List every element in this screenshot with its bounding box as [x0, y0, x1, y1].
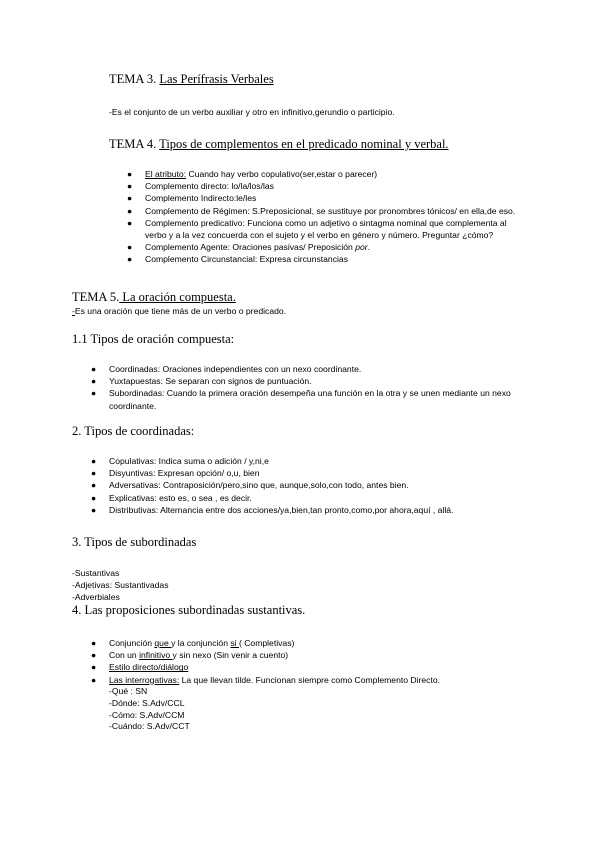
line-item: -Adverbiales [72, 592, 120, 603]
bullet-icon: ● [91, 662, 97, 673]
item-text: y sin nexo (Sin venir a cuento) [172, 650, 289, 661]
list-item [91, 363, 519, 375]
list-item [91, 661, 529, 673]
list-item [127, 168, 525, 180]
sec4-sub-lines [109, 686, 190, 733]
sec4-heading: 4. Las proposiciones subordinadas sustantivas. [72, 603, 306, 617]
list-item [91, 479, 529, 491]
item-text: Cuando hay verbo copulativo(ser,estar o parecer) [186, 169, 378, 179]
sec11-heading: 1.1 Tipos de oración compuesta: [72, 332, 235, 346]
list-item [91, 375, 519, 387]
item-text: Yuxtapuestas: Se separan con signos de puntuación. [109, 376, 312, 387]
line-item: -Cómo: S.Adv/CCM [109, 709, 185, 720]
underlined-estilo: Estilo directo/diálogo [109, 662, 189, 673]
item-text: Adversativas: Contraposición/pero,sino que, aunque,solo,con todo, antes bien. [109, 480, 409, 491]
bullet-icon: ● [91, 376, 97, 387]
list-item [127, 253, 525, 265]
sec4-list [91, 637, 529, 686]
item-text: Complemento directo: lo/la/los/las [145, 181, 274, 192]
list-item [91, 649, 529, 661]
intro-text: Es una oración que tiene más de un verbo o predicado. [74, 306, 287, 316]
line-item: -Cuándo: S.Adv/CCT [109, 721, 190, 732]
tema3-title: Las Perífrasis Verbales [159, 72, 274, 86]
bullet-icon: ● [91, 480, 97, 491]
tema3-heading [109, 72, 274, 87]
tema4-list [127, 168, 525, 266]
item-text: Coordinadas: Oraciones independientes con un nexo coordinante. [109, 364, 362, 374]
bullet-icon: ● [91, 456, 97, 466]
list-item [91, 637, 529, 649]
bullet-icon: ● [127, 169, 133, 179]
sec11-list [91, 363, 519, 412]
bullet-icon: ● [91, 388, 97, 399]
underlined-infinitivo: infinitivo [139, 650, 173, 661]
item-text: Copulativas: Indica suma o adición / y,ni,e [109, 456, 269, 466]
tema3-text: -Es el conjunto de un verbo auxiliar y otro en infinitivo,gerundio o participio. [109, 107, 395, 117]
item-text: Complemento Agente: Oraciones pasivas/ Preposición [145, 242, 356, 253]
underlined-que: que [154, 638, 172, 648]
sec2-list [91, 455, 529, 516]
item-text: Conjunción [109, 638, 155, 648]
tema4-heading [109, 137, 449, 152]
line-item: -Qué : SN [109, 686, 148, 696]
bullet-icon: ● [127, 181, 133, 192]
item-text: Complemento Indirecto:le/les [145, 193, 257, 204]
bullet-icon: ● [127, 193, 133, 204]
italic-por: por [355, 242, 368, 253]
list-item [91, 455, 529, 467]
bullet-icon: ● [91, 504, 97, 515]
item-text: Complemento predicativo: Funciona como un adjetivo o sintagma nominal que complementa al verbo y a la vez concuerda con el sujeto y el verbo en género y número. Preguntar ¿cómo? [145, 217, 507, 241]
item-text: Subordinadas: Cuando la primera oración desempeña una función en la otra y se unen mediante un nexo coordinante. [109, 388, 511, 411]
list-item [91, 504, 529, 516]
bullet-icon: ● [91, 492, 97, 503]
sec2-heading: 2. Tipos de coordinadas: [72, 424, 195, 438]
bullet-icon: ● [91, 468, 97, 479]
line-item: -Adjetivas: Sustantivadas [72, 580, 169, 591]
bullet-icon: ● [91, 364, 97, 374]
sec3-heading: 3. Tipos de subordinadas [72, 535, 197, 549]
list-item [127, 217, 525, 241]
item-text: Complemento de Régimen: S.Preposicional, se sustituye por pronombres tónicos/ en ella,de eso. [145, 205, 516, 216]
tema5-intro [72, 306, 286, 316]
bullet-icon: ● [91, 638, 97, 648]
intro-dash: - [72, 306, 75, 316]
item-text: ( Completivas) [238, 638, 295, 648]
list-item [91, 467, 529, 479]
tema5-prefix: TEMA 5. [72, 290, 120, 304]
sec3-lines [72, 567, 169, 604]
underlined-si: si [230, 638, 239, 648]
list-item [127, 192, 525, 204]
tema4-prefix: TEMA 4. [109, 137, 157, 151]
tema5-heading [72, 290, 236, 305]
tema3-prefix: TEMA 3. [109, 72, 157, 86]
list-item [127, 180, 525, 192]
item-text: Explicativas: esto es, o sea , es decir. [109, 492, 252, 503]
bullet-icon: ● [127, 254, 133, 265]
item-text: y la conjunción [171, 638, 231, 648]
tema5-title: La oración compuesta. [119, 290, 236, 304]
underlined-interrogativas: Las interrogativas: [109, 674, 180, 685]
list-item [91, 492, 529, 504]
list-item [127, 241, 525, 253]
bullet-icon: ● [91, 650, 97, 661]
item-text: Distributivas: Alternancia entre dos acciones/ya,bien,tan pronto,como,por ahora,aquí , allá. [109, 504, 454, 515]
line-item: -Sustantivas [72, 568, 120, 578]
tema4-title: Tipos de complementos en el predicado nominal y verbal. [159, 137, 449, 151]
bullet-icon: ● [91, 674, 97, 685]
bullet-icon: ● [127, 205, 133, 216]
line-item: -Dónde: S.Adv/CCL [109, 697, 185, 708]
atributo-label: El atributo: [145, 169, 187, 179]
list-item [127, 205, 525, 217]
list-item [91, 387, 519, 411]
item-text: Disyuntivas: Expresan opción/ o,u, bien [109, 468, 260, 479]
bullet-icon: ● [127, 217, 133, 228]
bullet-icon: ● [127, 242, 133, 253]
item-text: . [367, 242, 370, 253]
item-text: Con un [109, 650, 140, 661]
item-text: La que llevan tilde. Funcionan siempre como Complemento Directo. [179, 674, 441, 685]
item-text: Complemento Circunstancial: Expresa circunstancias [145, 254, 348, 265]
list-item [91, 674, 529, 686]
